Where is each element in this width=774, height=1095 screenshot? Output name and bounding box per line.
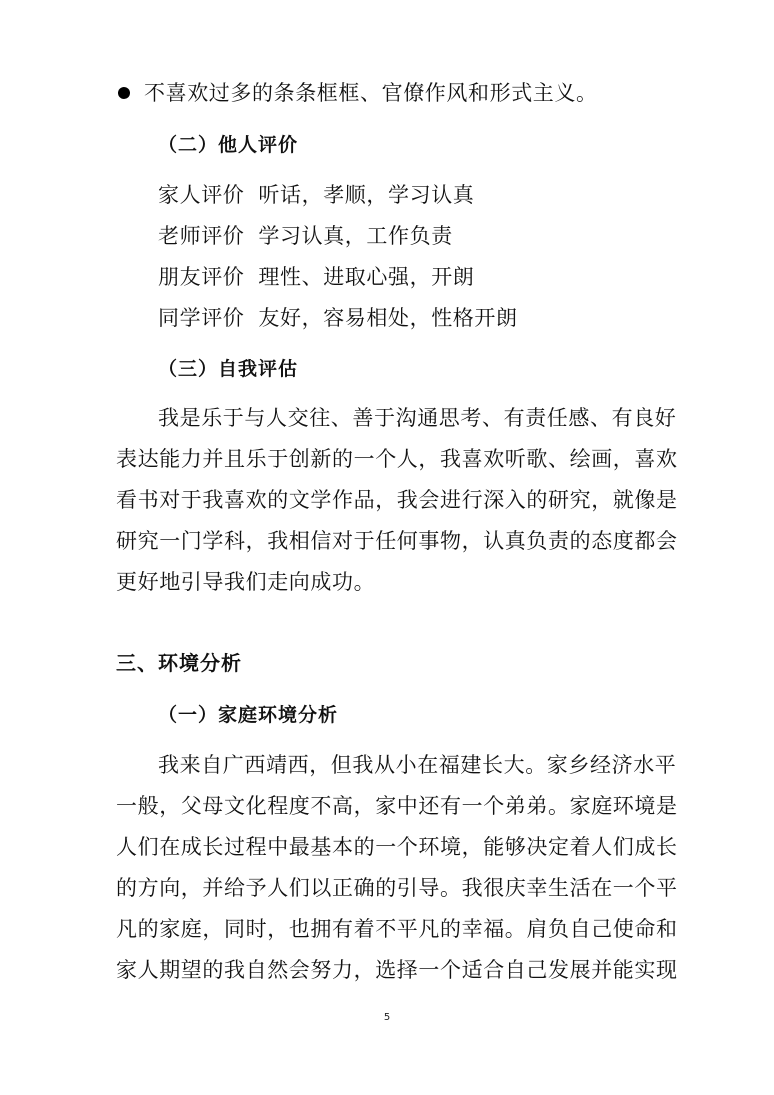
paragraph-line: 家人期望的我自然会努力，选择一个适合自己发展并能实现 bbox=[116, 958, 678, 982]
evaluation-label: 同学评价 bbox=[158, 306, 245, 330]
paragraph-line: 一般，父母文化程度不高，家中还有一个弟弟。家庭环境是 bbox=[116, 794, 678, 818]
paragraph-line: 研究一门学科，我相信对于任何事物，认真负责的态度都会 bbox=[116, 529, 678, 553]
paragraph-line: 凡的家庭，同时，也拥有着不平凡的幸福。肩负自己使命和 bbox=[116, 917, 678, 941]
evaluation-row-family bbox=[158, 180, 474, 210]
bullet-list-item bbox=[116, 78, 598, 108]
paragraph-line: 我是乐于与人交往、善于沟通思考、有责任感、有良好 bbox=[158, 406, 677, 430]
page-number: 5 bbox=[383, 1012, 391, 1023]
bullet-text: 不喜欢过多的条条框框、官僚作风和形式主义。 bbox=[144, 81, 598, 105]
section-heading-self-assessment: （三）自我评估 bbox=[158, 358, 299, 380]
evaluation-text: 听话，孝顺，学习认真 bbox=[258, 183, 475, 207]
paragraph-line: 表达能力并且乐于创新的一个人，我喜欢听歌、绘画，喜欢 bbox=[116, 447, 678, 471]
bullet-dot-icon bbox=[118, 87, 130, 99]
paragraph-line: 看书对于我喜欢的文学作品，我会进行深入的研究，就像是 bbox=[116, 488, 678, 512]
chapter-heading-environment-analysis: 三、环境分析 bbox=[116, 651, 242, 675]
paragraph-line: 更好地引导我们走向成功。 bbox=[116, 570, 376, 594]
evaluation-row-teacher bbox=[158, 221, 453, 251]
paragraph-line: 我来自广西靖西，但我从小在福建长大。家乡经济水平 bbox=[158, 753, 677, 777]
evaluation-row-friend bbox=[158, 262, 474, 292]
evaluation-text: 友好，容易相处，性格开朗 bbox=[258, 306, 518, 330]
evaluation-text: 学习认真，工作负责 bbox=[258, 224, 453, 248]
evaluation-label: 老师评价 bbox=[158, 224, 245, 248]
evaluation-text: 理性、进取心强，开朗 bbox=[258, 265, 475, 289]
paragraph-line: 人们在成长过程中最基本的一个环境，能够决定着人们成长 bbox=[116, 835, 678, 859]
evaluation-label: 家人评价 bbox=[158, 183, 245, 207]
section-heading-family-environment: （一）家庭环境分析 bbox=[158, 704, 339, 726]
section-heading-others-evaluation: （二）他人评价 bbox=[158, 134, 299, 156]
evaluation-row-classmate bbox=[158, 303, 518, 333]
paragraph-line: 的方向，并给予人们以正确的引导。我很庆幸生活在一个平 bbox=[116, 876, 678, 900]
evaluation-label: 朋友评价 bbox=[158, 265, 245, 289]
